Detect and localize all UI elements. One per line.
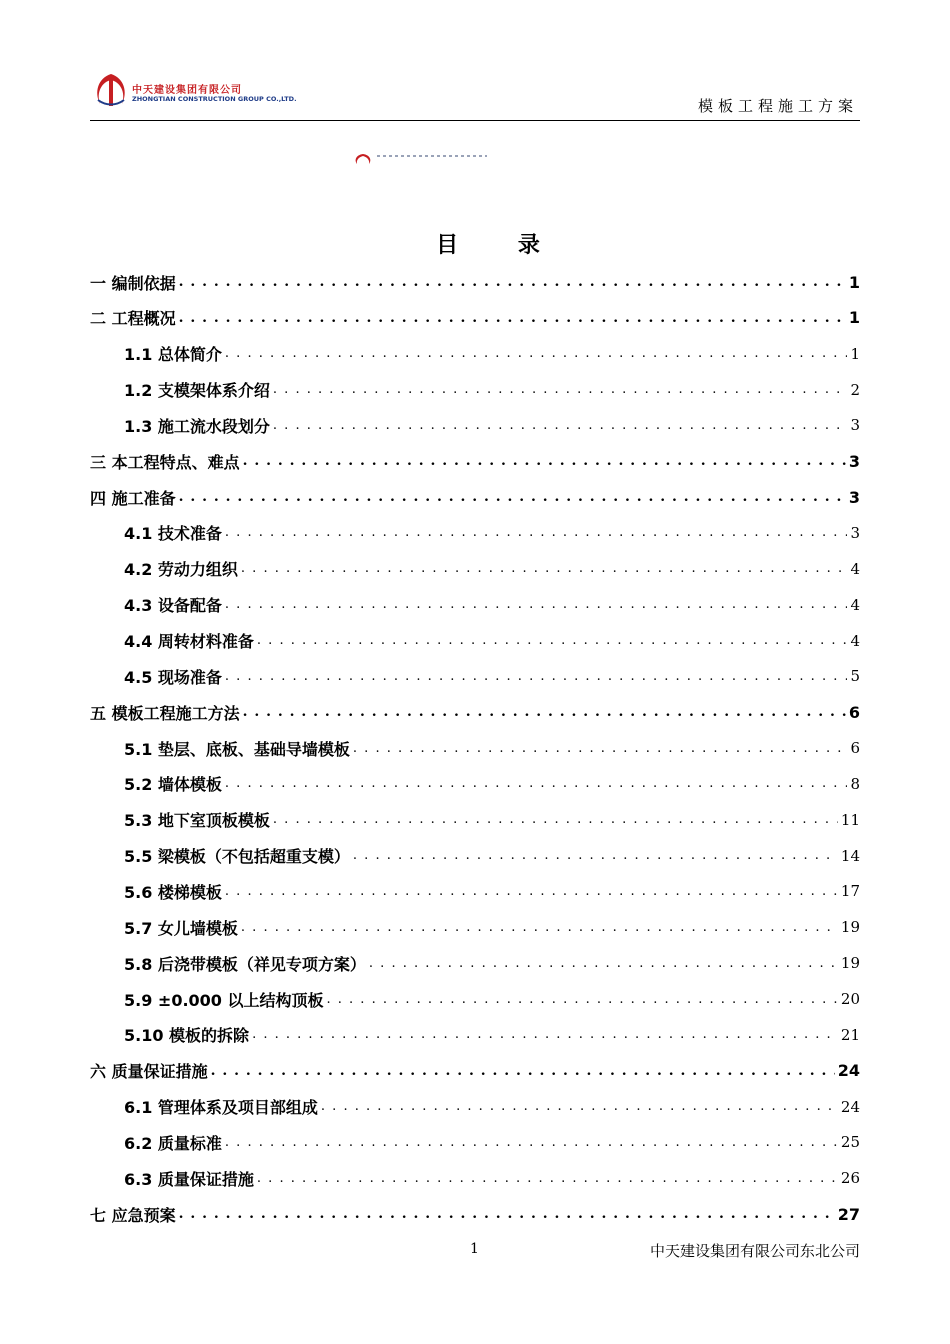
toc-entry-label: 1.3 施工流水段划分 — [124, 416, 270, 436]
toc-leader-dots — [353, 848, 838, 863]
toc-entry-label: 5.5 梁模板（不包括超重支模） — [124, 847, 350, 867]
toc-entry-page: 17 — [840, 882, 860, 901]
toc-leader-dots — [179, 310, 846, 326]
toc-leader-dots — [252, 1027, 838, 1042]
toc-entry[interactable] — [90, 551, 860, 587]
toc-entry-label: 4.5 现场准备 — [124, 667, 222, 687]
toc-entry-page: 24 — [840, 1097, 860, 1116]
toc-entry-label: 5.7 女儿墙模板 — [124, 918, 238, 938]
toc-entry-label: 六 质量保证措施 — [90, 1062, 208, 1082]
toc-entry[interactable] — [90, 838, 860, 874]
toc-entry-page: 8 — [850, 774, 860, 793]
toc-entry[interactable] — [90, 658, 860, 694]
toc-entry[interactable] — [90, 479, 860, 515]
toc-entry-label: 6.2 质量标准 — [124, 1133, 222, 1153]
toc-entry-label: 6.1 管理体系及项目部组成 — [124, 1098, 318, 1118]
toc-leader-dots — [243, 704, 846, 720]
toc-entry[interactable] — [90, 300, 860, 336]
toc-leader-dots — [225, 669, 848, 684]
toc-entry-label: 5.3 地下室顶板模板 — [124, 811, 270, 831]
toc-entry-page: 3 — [850, 523, 860, 542]
toc-leader-dots — [241, 561, 848, 576]
toc-entry-label: 二 工程概况 — [90, 309, 176, 329]
toc-entry[interactable] — [90, 407, 860, 443]
toc-entry-label: 4.3 设备配备 — [124, 596, 222, 616]
toc-entry-label: 5.2 墙体模板 — [124, 775, 222, 795]
toc-entry-page: 3 — [848, 487, 860, 507]
toc-leader-dots — [179, 1206, 835, 1222]
toc-entry-label: 5.1 垫层、底板、基础导墙模板 — [124, 739, 350, 759]
toc-entry[interactable] — [90, 372, 860, 408]
toc-entry-label: 5.8 后浇带模板（祥见专项方案） — [124, 954, 366, 974]
toc-entry-page: 4 — [850, 631, 860, 650]
toc-leader-dots — [179, 489, 846, 505]
toc-entry-label: 4.1 技术准备 — [124, 524, 222, 544]
toc-entry-page: 14 — [840, 846, 860, 865]
toc-leader-dots — [225, 776, 848, 791]
toc-entry-page: 6 — [850, 739, 860, 758]
toc-entry-page: 19 — [840, 918, 860, 937]
toc-entry-label: 5.10 模板的拆除 — [124, 1026, 250, 1046]
toc-entry-page: 20 — [840, 990, 860, 1008]
page-header — [90, 62, 860, 121]
toc-leader-dots — [257, 633, 848, 648]
logo-mark-icon — [92, 70, 130, 110]
toc-entry[interactable] — [90, 1196, 860, 1232]
toc-entry-page: 3 — [848, 451, 860, 471]
logo-chinese-name: 中天建设集团有限公司 — [132, 85, 242, 96]
toc-leader-dots — [225, 1135, 838, 1150]
toc-entry[interactable] — [90, 1089, 860, 1125]
toc-entry[interactable] — [90, 766, 860, 802]
footer-page-number: 1 — [470, 1241, 479, 1257]
toc-entry-label: 五 模板工程施工方法 — [90, 703, 240, 723]
toc-leader-dots — [321, 1099, 838, 1114]
toc-entry-page: 27 — [837, 1204, 860, 1224]
toc-leader-dots — [241, 920, 838, 935]
toc-entry-label: 1.1 总体简介 — [124, 345, 222, 365]
toc-entry[interactable] — [90, 515, 860, 551]
toc-entry[interactable] — [90, 587, 860, 623]
toc-entry-label: 5.6 楼梯模板 — [124, 882, 222, 902]
toc-entry[interactable] — [90, 443, 860, 479]
toc-entry-page: 25 — [840, 1133, 860, 1152]
toc-entry-label: 三 本工程特点、难点 — [90, 452, 240, 472]
toc-entry-page: 21 — [840, 1025, 860, 1044]
company-logo — [90, 68, 300, 112]
toc-leader-dots — [327, 992, 838, 1007]
toc-entry[interactable] — [90, 264, 860, 300]
toc-entry-page: 6 — [848, 702, 860, 722]
toc-entry[interactable] — [90, 1124, 860, 1160]
document-title: 模板工程施工方案 — [697, 97, 858, 115]
toc-entry[interactable] — [90, 909, 860, 945]
footer-company-name: 中天建设集团有限公司东北公司 — [649, 1242, 860, 1260]
toc-entry-page: 11 — [840, 810, 860, 829]
toc-leader-dots — [353, 741, 848, 756]
toc-leader-dots — [225, 346, 848, 361]
toc-leader-dots — [225, 525, 848, 540]
toc-entry-page: 3 — [850, 416, 860, 435]
toc-entry-page: 5 — [850, 667, 860, 686]
watermark-logo — [353, 150, 488, 162]
toc-entry[interactable] — [90, 730, 860, 766]
toc-title: 目 录 — [436, 233, 566, 258]
small-logo-mark-icon — [353, 153, 373, 165]
toc-entry-page: 24 — [837, 1061, 860, 1081]
toc-leader-dots — [273, 418, 848, 433]
toc-entry[interactable] — [90, 1160, 860, 1196]
small-logo-text-bar — [377, 155, 487, 157]
toc-leader-dots — [211, 1063, 835, 1079]
toc-leader-dots — [179, 274, 846, 290]
toc-entry-page: 4 — [850, 595, 860, 614]
toc-entry-label: 6.3 质量保证措施 — [124, 1169, 254, 1189]
toc-entry-page: 1 — [848, 308, 860, 328]
toc-entry[interactable] — [90, 336, 860, 372]
toc-entry-label: 一 编制依据 — [90, 273, 176, 293]
toc-entry-page: 2 — [850, 380, 860, 399]
toc-entry-label: 5.9 ±0.000 以上结构顶板 — [124, 990, 324, 1010]
toc-leader-dots — [225, 597, 848, 612]
toc-entry-page: 1 — [848, 272, 860, 292]
toc-entry-label: 1.2 支模架体系介绍 — [124, 381, 270, 401]
toc-leader-dots — [369, 956, 838, 971]
toc-entry[interactable] — [90, 945, 860, 981]
toc-entry-page: 1 — [850, 344, 860, 363]
toc-leader-dots — [257, 1171, 838, 1186]
toc-entry-page: 19 — [840, 954, 860, 973]
toc-leader-dots — [273, 382, 848, 397]
toc-entry-label: 4.4 周转材料准备 — [124, 632, 254, 651]
toc-entry-label: 4.2 劳动力组织 — [124, 560, 238, 580]
toc-entry[interactable] — [90, 981, 860, 1017]
toc-entry-label: 四 施工准备 — [90, 488, 176, 508]
toc-entry[interactable] — [90, 1017, 860, 1053]
toc-entry[interactable] — [90, 802, 860, 838]
toc-entry[interactable] — [90, 873, 860, 909]
toc-leader-dots — [273, 812, 838, 827]
logo-english-name: ZHONGTIAN CONSTRUCTION GROUP CO.,LTD. — [132, 95, 297, 103]
toc-entry[interactable] — [90, 623, 860, 659]
toc-leader-dots — [243, 453, 846, 469]
toc-entry[interactable] — [90, 1053, 860, 1089]
toc-leader-dots — [225, 884, 838, 899]
toc-entry-page: 4 — [850, 559, 860, 578]
toc-entry-label: 七 应急预案 — [90, 1205, 176, 1225]
toc-entry-page: 26 — [840, 1169, 860, 1188]
toc-entry[interactable] — [90, 694, 860, 730]
